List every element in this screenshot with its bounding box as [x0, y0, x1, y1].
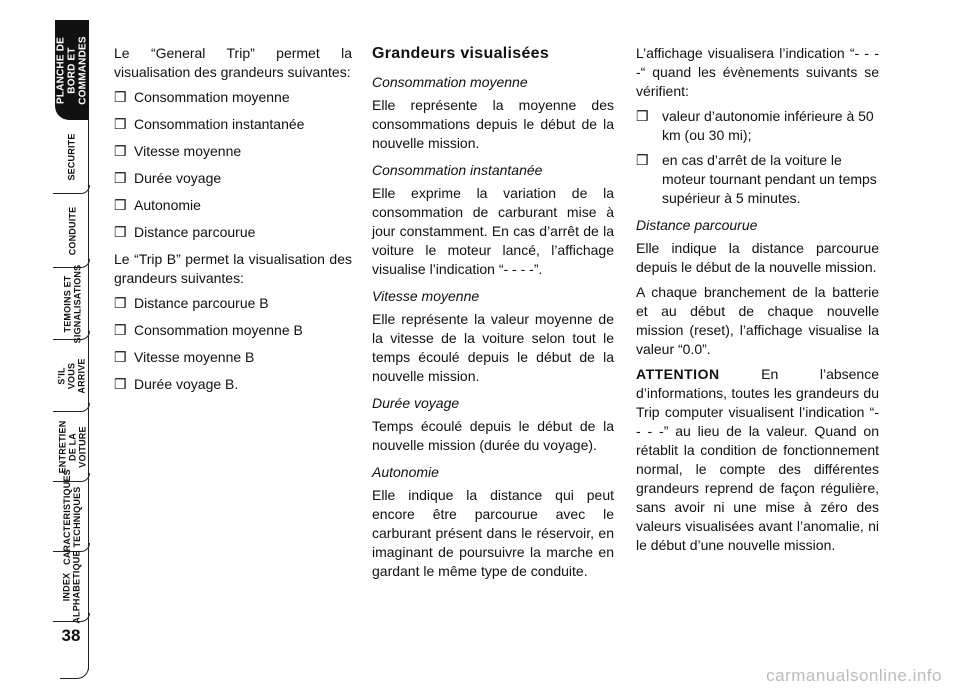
- tab-planche-de-bord[interactable]: [55, 20, 89, 120]
- checkbox-bullet-icon: ❒: [114, 143, 127, 159]
- section-title: Grandeurs visualisées: [372, 45, 550, 62]
- checkbox-bullet-icon: ❒: [114, 89, 127, 105]
- paragraph: Elle exprime la variation de la consommation de carburant mise à jour constamment. En cas d’arrêt de la voiture le moteur lancé, l’affichage visualise l’indication “- - - -”.: [372, 185, 614, 277]
- checkbox-bullet-icon: ❒: [114, 349, 127, 365]
- tab-securite[interactable]: [55, 120, 89, 194]
- checkbox-bullet-icon: ❒: [114, 295, 127, 311]
- general-trip-intro: Le “General Trip” permet la visualisation des grandeurs suivantes:: [114, 45, 352, 80]
- tab-label: TEMOINS ET SIGNALISATIONS: [62, 264, 83, 344]
- tab-label: SECURITE: [67, 133, 78, 181]
- subheading-duree-voyage: Durée voyage: [372, 395, 460, 411]
- tab-divider: [53, 613, 90, 622]
- list-item-text: Vitesse moyenne B: [134, 349, 255, 365]
- subheading-distance-parcourue: Distance parcourue: [636, 217, 758, 233]
- paragraph: Elle représente la valeur moyenne de la vitesse de la voiture selon tout le temps écoulé depuis le début de la nouvelle mission.: [372, 311, 614, 384]
- checkbox-bullet-icon: ❒: [636, 108, 649, 124]
- tab-divider: [53, 403, 90, 412]
- list-item-text: Consommation moyenne B: [134, 322, 303, 338]
- list-item: [114, 196, 352, 215]
- list-item: [114, 321, 352, 340]
- paragraph: Elle indique la distance qui peut encore être parcourue avec le carburant présent dans le réservoir, en imaginant de poursuivre la marche en gardant le même type de conduite.: [372, 487, 614, 579]
- checkbox-bullet-icon: ❒: [114, 197, 127, 213]
- trip-b-intro: Le “Trip B” permet la visualisation des grandeurs suivantes:: [114, 251, 352, 286]
- page-number: 38: [61, 626, 81, 645]
- tab-label: ENTRETIEN DE LA VOITURE: [57, 420, 87, 474]
- list-item: [114, 142, 352, 161]
- condition-list: [636, 107, 879, 208]
- list-item-text: en cas d’arrêt de la voiture le moteur tournant pendant un temps supérieur à 5 minutes.: [662, 152, 877, 206]
- column-2: [372, 44, 614, 587]
- list-item: [636, 151, 879, 208]
- list-item-text: Vitesse moyenne: [134, 143, 242, 159]
- page-corner-line: [60, 652, 89, 679]
- paragraph: A chaque branchement de la batterie et au début de chaque nouvelle mission (reset), l’affichage visualise la valeur “0.0”.: [636, 284, 879, 357]
- tab-label: PLANCHE DE BORD ET COMMANDES: [55, 35, 89, 105]
- checkbox-bullet-icon: ❒: [636, 152, 649, 168]
- list-item-text: Consommation moyenne: [134, 89, 290, 105]
- list-item: [114, 88, 352, 107]
- checkbox-bullet-icon: ❒: [114, 170, 127, 186]
- tab-divider: [53, 331, 90, 340]
- tab-caracteristiques[interactable]: [55, 469, 89, 565]
- tab-temoins[interactable]: [55, 264, 89, 344]
- tab-label: S’IL VOUS ARRIVE: [57, 358, 87, 394]
- column-1: [114, 44, 352, 402]
- general-trip-list: [114, 88, 352, 242]
- paragraph: Elle indique la distance parcourue depuis le début de la nouvelle mission.: [636, 240, 879, 275]
- paragraph: Temps écoulé depuis le début de la nouvelle mission (durée du voyage).: [372, 418, 614, 453]
- list-item: [636, 107, 879, 145]
- list-item-text: Distance parcourue B: [134, 295, 269, 311]
- checkbox-bullet-icon: ❒: [114, 376, 127, 392]
- attention-label: ATTENTION: [636, 366, 720, 382]
- tab-sil-vous-arrive[interactable]: [55, 340, 89, 412]
- list-item: [114, 348, 352, 367]
- column-3: [636, 44, 879, 561]
- list-item-text: Durée voyage: [134, 170, 222, 186]
- list-item: [114, 115, 352, 134]
- list-item-text: Consommation instantanée: [134, 116, 305, 132]
- list-item-text: Autonomie: [134, 197, 201, 213]
- subheading-consommation-moyenne: Consommation moyenne: [372, 74, 528, 90]
- tab-divider: [53, 185, 90, 194]
- trip-b-list: [114, 294, 352, 394]
- checkbox-bullet-icon: ❒: [114, 224, 127, 240]
- tab-label: INDEX ALPHABETIQUE: [62, 550, 82, 624]
- attention-note: [636, 365, 879, 555]
- paragraph: L’affichage visualisera l’indication “- - - -“ quand les évènements suivants se vérifient:: [636, 45, 879, 99]
- checkbox-bullet-icon: ❒: [114, 116, 127, 132]
- list-item: [114, 169, 352, 188]
- list-item-text: valeur d’autonomie inférieure à 50 km (ou 30 mi);: [662, 108, 874, 143]
- tab-label: CONDUITE: [67, 206, 78, 256]
- list-item: [114, 375, 352, 394]
- list-item-text: Distance parcourue: [134, 224, 256, 240]
- subheading-consommation-instantanee: Consommation instantanée: [372, 162, 543, 178]
- attention-text: En l’absence d’informations, toutes les grandeurs du Trip computer visualisent l’indication “- - - -” au lieu de la valeur. Quand on rétablit la condition de fonctionnement normal, le compte des différentes grandeurs reprend de façon régulière, sans avoir ni une mise à zéro des valeurs visualisées avant l’anomalie, ni le début d’une nouvelle mission.: [636, 366, 880, 553]
- paragraph: Elle représente la moyenne des consommations depuis le début de la nouvelle mission.: [372, 97, 614, 151]
- checkbox-bullet-icon: ❒: [114, 322, 127, 338]
- tab-label: CARACTERISTIQUES TECHNIQUES: [62, 469, 82, 565]
- subheading-autonomie: Autonomie: [372, 464, 439, 480]
- list-item-text: Durée voyage B.: [134, 376, 239, 392]
- subheading-vitesse-moyenne: Vitesse moyenne: [372, 288, 480, 304]
- list-item: [114, 294, 352, 313]
- list-item: [114, 223, 352, 242]
- tab-index[interactable]: [55, 552, 89, 622]
- tab-conduite[interactable]: [55, 194, 89, 268]
- watermark: carmanualsonline.info: [766, 666, 942, 685]
